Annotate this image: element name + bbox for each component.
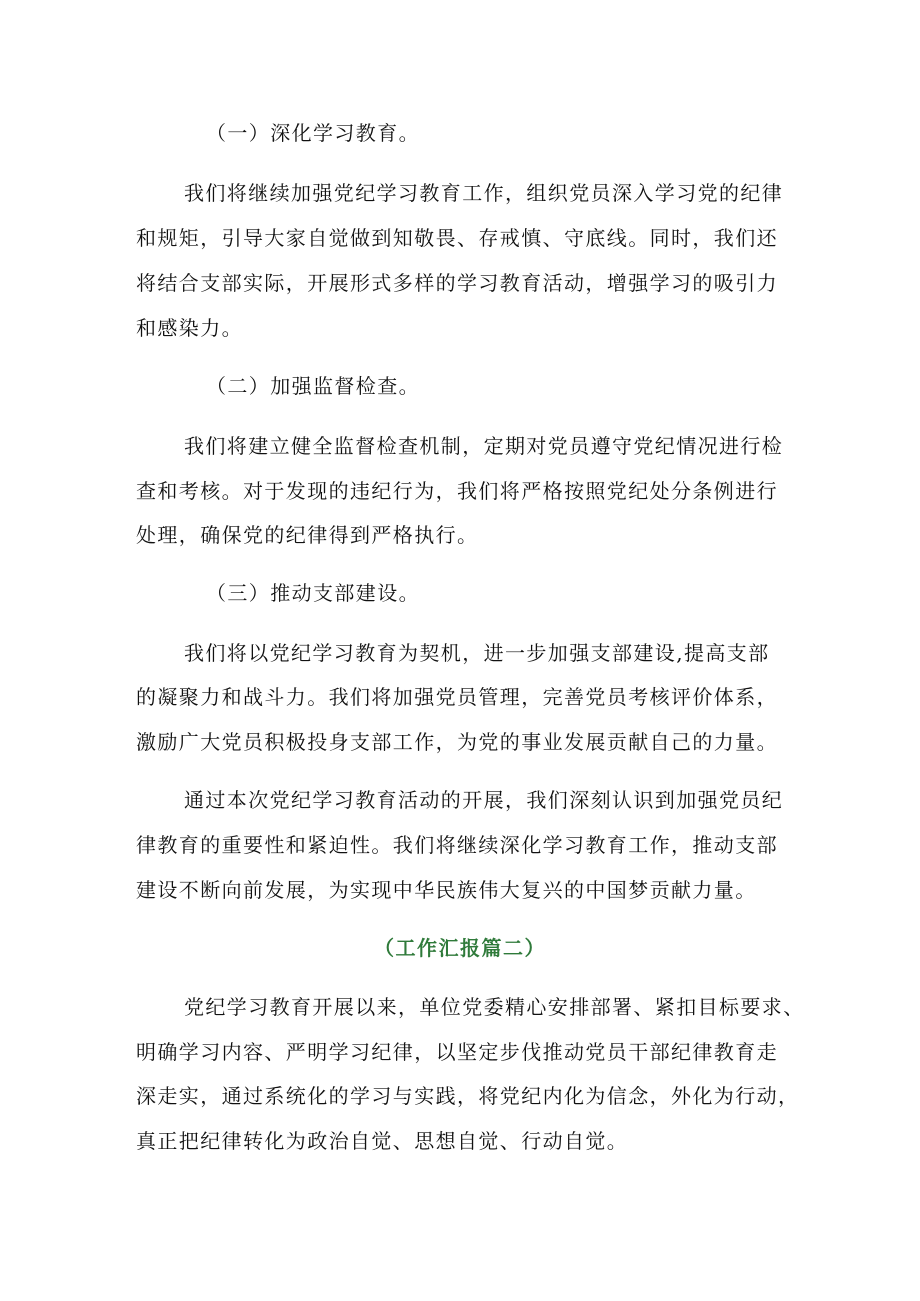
paragraph-line: 通过本次党纪学习教育活动的开展，我们深刻认识到加强党员纪	[184, 788, 784, 812]
section-heading: （三）推动支部建设。	[206, 581, 420, 605]
paragraph-line: 律教育的重要性和紧迫性。我们将继续深化学习教育工作，推动支部	[136, 833, 778, 857]
paragraph-line: 查和考核。对于发现的违纪行为，我们将严格按照党纪处分条例进行	[136, 479, 778, 503]
paragraph-line: 我们将继续加强党纪学习教育工作，组织党员深入学习党的纪律	[184, 181, 784, 205]
paragraph-line: 将结合支部实际，开展形式多样的学习教育活动，增强学习的吸引力	[136, 271, 778, 295]
paragraph-line: 和感染力。	[136, 316, 243, 340]
report-section-title: （工作汇报篇二）	[374, 936, 546, 960]
paragraph-line: 我们将建立健全监督检查机制，定期对党员遵守党纪情况进行检	[184, 434, 784, 458]
paragraph-line: 激励广大党员积极投身支部工作，为党的事业发展贡献自己的力量。	[136, 730, 778, 754]
section-heading: （二）加强监督检查。	[206, 374, 420, 398]
paragraph-line: 处理，确保党的纪律得到严格执行。	[136, 523, 479, 547]
paragraph-line: 深走实，通过系统化的学习与实践，将党纪内化为信念，外化为行动，	[136, 1084, 800, 1108]
paragraph-line: 真正把纪律转化为政治自觉、思想自觉、行动自觉。	[136, 1129, 629, 1153]
paragraph-line: 明确学习内容、严明学习纪律，以坚定步伐推动党员干部纪律教育走	[136, 1040, 778, 1064]
paragraph-line: 建设不断向前发展，为实现中华民族伟大复兴的中国梦贡献力量。	[136, 878, 757, 902]
paragraph-line: 和规矩，引导大家自觉做到知敬畏、存戒慎、守底线。同时，我们还	[136, 226, 778, 250]
section-heading: （一）深化学习教育。	[206, 121, 420, 145]
paragraph-line: 党纪学习教育开展以来，单位党委精心安排部署、紧扣目标要求、	[184, 995, 805, 1019]
paragraph-line: 我们将以党纪学习教育为契机，进一步加强支部建设,提高支部	[184, 641, 770, 665]
paragraph-line: 的凝聚力和战斗力。我们将加强党员管理，完善党员考核评价体系，	[136, 685, 778, 709]
